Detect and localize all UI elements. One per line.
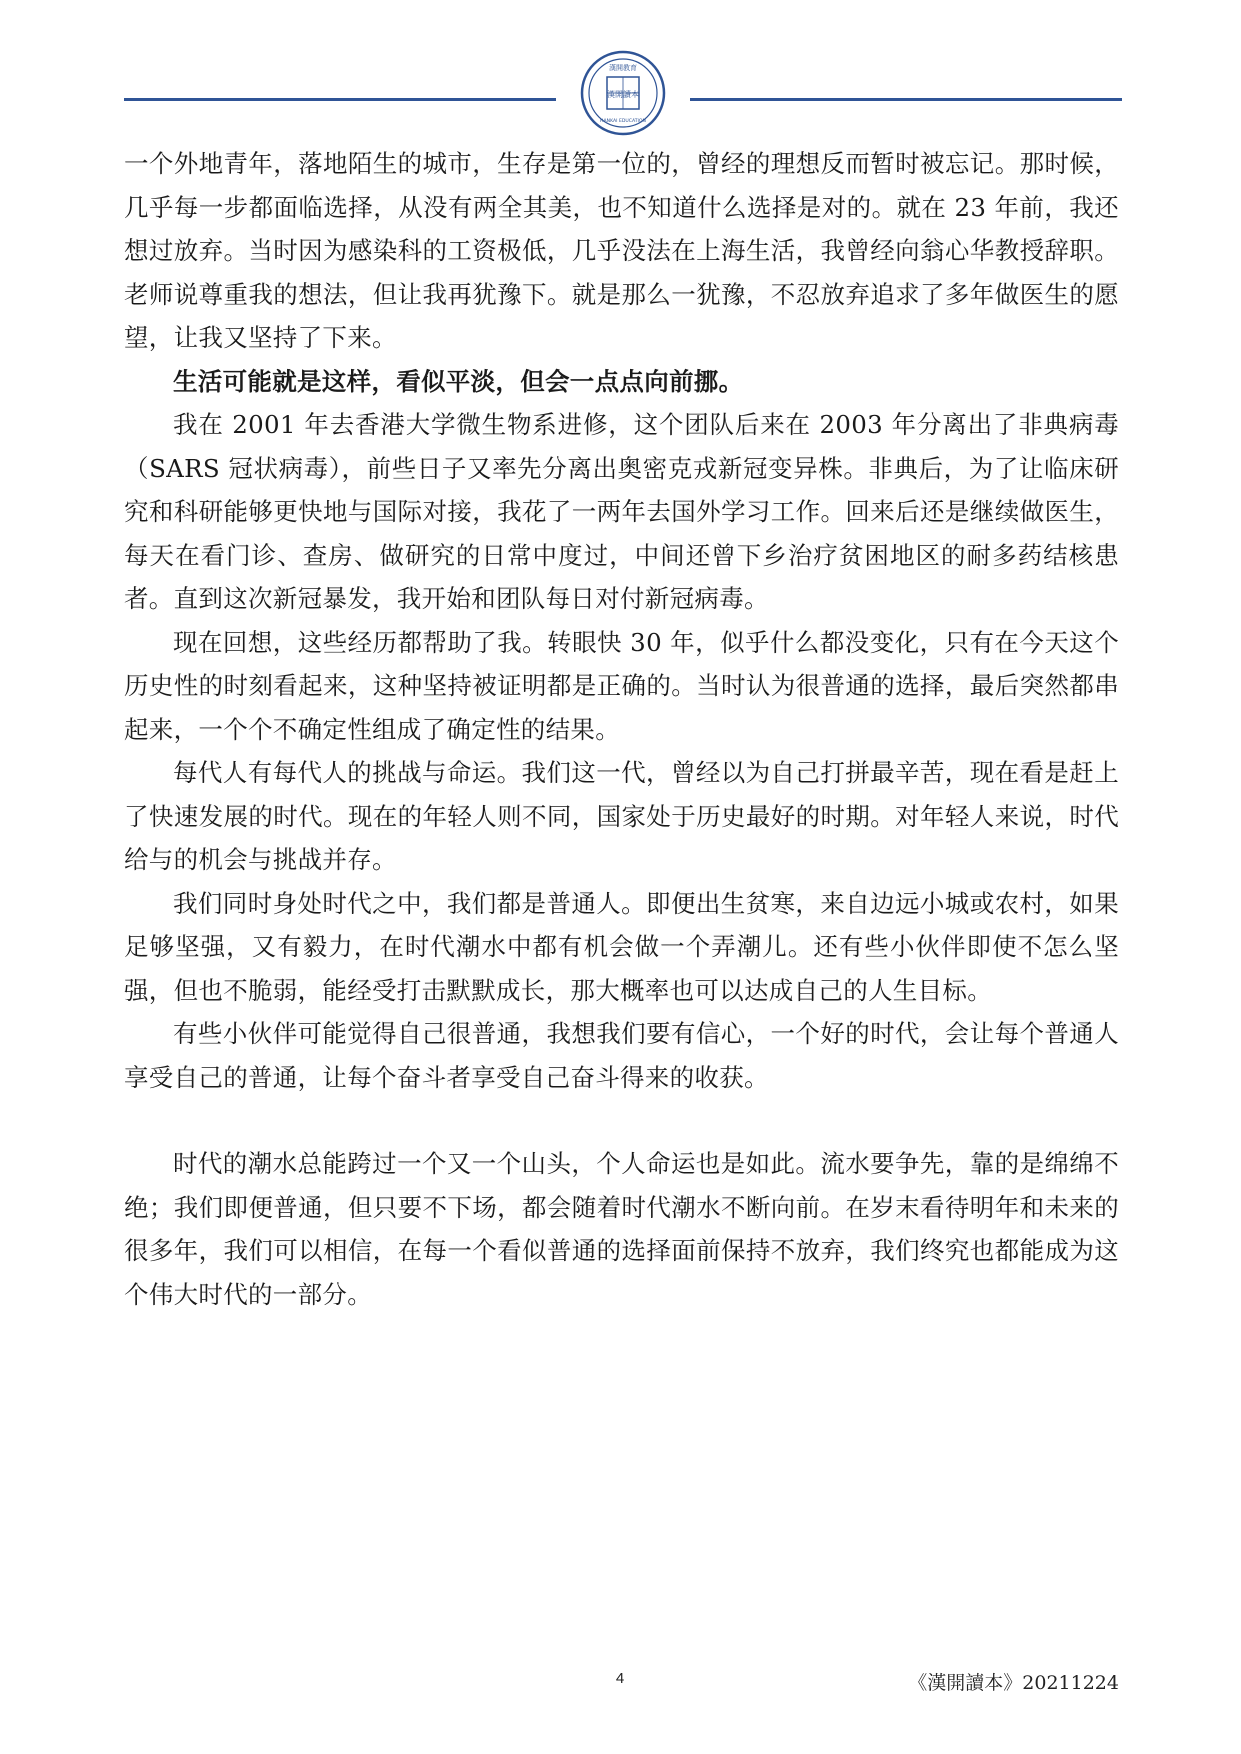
logo-bottom-text: HANKAI EDUCATION xyxy=(600,119,646,124)
paragraph-2-emphasis: 生活可能就是这样，看似平淡，但会一点点向前挪。 xyxy=(173,366,744,396)
paragraph-7: 有些小伙伴可能觉得自己很普通，我想我们要有信心，一个好的时代，会让每个普通人享受自己的普通，让每个奋斗者享受自己奋斗得来的收获。 xyxy=(124,1019,1119,1092)
paragraph-5: 每代人有每代人的挑战与命运。我们这一代，曾经以为自己打拼最辛苦，现在看是赶上了快速发展的时代。现在的年轻人则不同，国家处于历史最好的时期。对年轻人来说，时代给与的机会与挑战并存。 xyxy=(124,758,1119,874)
page-number: 4 xyxy=(615,1670,625,1687)
paragraph-6: 我们同时身处时代之中，我们都是普通人。即便出生贫寒，来自边远小城或农村，如果足够坚强，又有毅力，在时代潮水中都有机会做一个弄潮儿。还有些小伙伴即使不怎么坚强，但也不脆弱，能经受打击默默成长，那大概率也可以达成自己的人生目标。 xyxy=(124,888,1119,1005)
paragraph-8: 时代的潮水总能跨过一个又一个山头，个人命运也是如此。流水要争先，靠的是绵绵不绝；我们即便普通，但只要不下场，都会随着时代潮水不断向前。在岁末看待明年和未来的很多年，我们可以相信，在每一个看似普通的选择面前保持不放弃，我们终究也都能成为这个伟大时代的一部分。 xyxy=(124,1149,1119,1309)
header-rule-left xyxy=(124,98,556,101)
paragraph-3: 我在 2001 年去香港大学微生物系进修，这个团队后来在 2003 年分离出了非典病毒（SARS 冠状病毒），前些日子又率先分离出奥密克戎新冠变异株。非典后，为了让临床研究和科研能够更快地与国际对接，我花了一两年去国外学习工作。回来后还是继续做医生，每天在看门诊、查房、做研究的日常中度过，中间还曾下乡治疗贫困地区的耐多药结核患者。直到这次新冠暴发，我开始和团队每日对付新冠病毒。 xyxy=(124,410,1119,613)
logo-top-text: 漢開教育 xyxy=(609,64,637,72)
header-rule-right xyxy=(690,98,1122,101)
han-kai-reader-seal-icon xyxy=(580,50,666,136)
paragraph-gap xyxy=(124,1099,1119,1142)
publication-label: 《漢開讀本》20211224 xyxy=(908,1672,1119,1694)
paragraph-4: 现在回想，这些经历都帮助了我。转眼快 30 年，似乎什么都没变化，只有在今天这个历史性的时刻看起来，这种坚持被证明都是正确的。当时认为很普通的选择，最后突然都串起来，一个个不确定性组成了确定性的结果。 xyxy=(124,627,1119,744)
logo-center-text: 漢開讀本 xyxy=(607,90,639,99)
article-body xyxy=(124,142,1119,1316)
paragraph-1: 一个外地青年，落地陌生的城市，生存是第一位的，曾经的理想反而暂时被忘记。那时候，几乎每一步都面临选择，从没有两全其美，也不知道什么选择是对的。就在 23 年前，我还想过放弃。当时因为感染科的工资极低，几乎没法在上海生活，我曾经向翁心华教授辞职。老师说尊重我的想法，但让我再犹豫下。就是那么一犹豫，不忍放弃追求了多年做医生的愿望，让我又坚持了下来。 xyxy=(124,149,1119,352)
